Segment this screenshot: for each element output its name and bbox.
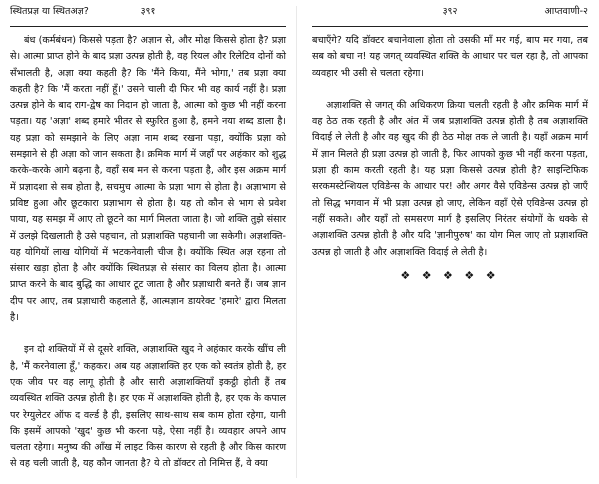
book-gutter <box>296 6 297 478</box>
left-header-rule <box>10 26 286 27</box>
left-page-header <box>10 0 286 24</box>
left-paragraph-2: इन दो शक्तियों में से दूसरे शक्ति, अज्ञाशक्ति खुद ने अहंकार करके खींच ली है, 'मैं करनेवाला हूँ,' कहकर। अब यह अज्ञाशक्ति हर एक को स्वतंत्र होती है, हर एक जीव पर वह लागू होती है और सारी अज्ञाशक्तियाँ इकट्ठी होती हैं तब व्यवस्थित शक्ति उत्पन्न होती है। हर एक में अज्ञाशक्ति होती है, हर एक के कपाल पर रेग्युलेटर ऑफ द वर्ल्ड है ही, इसलिए साथ-साथ सब काम होता रहेगा, यानी कि इसमें आपको 'खुद' कुछ भी करना पड़े, ऐसा नहीं है। व्यवहार अपने आप चलता रहेगा। मनुष्य की आँख में लाइट किस कारण से रहती है और किस कारण से वह चली जाती है, यह कौन जानता है? ये तो डॉक्टर तो निमित्त हैं, वे क्या <box>10 344 286 470</box>
right-page-number: ३९२ <box>442 6 458 17</box>
right-header-title: आप्तवाणी-२ <box>544 6 588 17</box>
left-page-number: ३९१ <box>140 6 156 17</box>
right-page-header <box>312 0 588 24</box>
left-body-text <box>10 33 286 473</box>
left-header-title: स्थितप्रज्ञ या स्थितअज्ञ? <box>10 6 89 17</box>
left-paragraph-1: बंध (कर्मबंधन) किससे पड़ता है? अज्ञान से, और मोक्ष किससे होता है? प्रज्ञा से। आत्मा प्राप्त होने के बाद प्रज्ञा उत्पन्न होती है, वह रियल और रिलेटिव दोनों को सँभालती है, अज्ञा क्या कहती है? कि 'मैंने किया, मैंने भोगा,' तब प्रज्ञा क्या कहती है? कि 'मैं करता नहीं हूँ।' उसने चाली दी फिर भी वह कार्य नहीं है। प्रज्ञा उत्पन्न होने के बाद राग-द्वेष का निदान हो जाता है, आत्मा को कुछ भी नहीं करना पड़ता। यह 'अज्ञा' शब्द हमारे भीतर से स्फुरित हुआ है, हमने नया शब्द डाला है। यह प्रज्ञा को समझाने के लिए अज्ञा नाम शब्द रखना पड़ा, क्योंकि प्रज्ञा को समझाने से ही अज्ञा को जान सकता है। क्रमिक मार्ग में जहाँ पर अहंकार को शुद्ध करके-करके आगे बढ़ना है, वहाँ सब मन से करना पड़ता है, और इस अक्रम मार्ग में प्रज्ञादशा से सब होता है, सचमुच आत्मा के प्रज्ञा भाग से होता है। अज्ञाभाग से प्रविष्ट हुआ और छूटकारा प्रज्ञाभाग से होता है। यह तो कौन से भाग से प्रवेश पाया, यह समझ में आए तो छूटने का मार्ग मिलता जाता है। जो शक्ति तुझे संसार में उलझे दिखलाती है उसे पहचान, तो प्रज्ञाशक्ति पहचानी जा सकेगी। अज्ञशक्ति-यह योगियों लाख योगियों में भटकनेवाली चीज है। क्योंकि स्थित अज्ञ रहना तो संसार खड़ा होता है और क्योंकि स्थितप्रज्ञ से संसार का विलय होता है। आत्मा प्राप्त करने के बाद बुद्धि का आधार टूट जाता है और प्रज्ञाधारी बनते हैं। जब ज्ञान दीप पर आए, तब प्रज्ञाधारी कहलाते हैं, आत्मज्ञान डायरेक्ट 'हमारे' द्वारा मिलता है। <box>10 35 286 324</box>
paragraph-gap <box>312 82 588 98</box>
left-page <box>10 0 286 484</box>
right-body-text <box>312 33 588 261</box>
paragraph-gap <box>10 326 286 342</box>
right-header-rule <box>312 26 588 27</box>
right-paragraph-1: बचाएँगे? यदि डॉक्टर बचानेवाला होता तो उसकी माँ मर गई, बाप मर गया, तब सब को बचा न! यह जगत् व्यवस्थित शक्ति के आधार पर चल रहा है, तो आपका व्यवहार भी उसी से चलता रहेगा। <box>312 35 588 79</box>
right-page <box>312 0 588 484</box>
right-paragraph-2: अज्ञाशक्ति से जगत् की अधिकरण क्रिया चलती रहती है और क्रमिक मार्ग में वह ठेठ तक रहती है और अंत में जब प्रज्ञाशक्ति उत्पन्न होती है तब अज्ञाशक्ति विदाई ले लेती है और वह खुद की ही ठेठ मोक्ष तक ले जाती है। यहाँ अक्रम मार्ग में ज्ञान मिलते ही प्रज्ञा उत्पन्न हो जाती है, फिर आपको कुछ भी नहीं करना पड़ता, प्रज्ञा ही काम करती रहती है। यह प्रज्ञा किससे उत्पन्न होती है? साइन्टिफिक सरकमस्टेन्शियल एविडेन्स के आधार पर! और अगर वैसे एविडेन्स उत्पन्न हो जाएँ तो सिद्ध भगवान में भी प्रज्ञा उत्पन्न हो जाए, लेकिन वहाँ ऐसे एविडेन्स उत्पन्न हो नहीं सकते। और यहाँ तो समसरण मार्ग है इसलिए निरंतर संयोगों के धक्के से अज्ञाशक्ति उत्पन्न होती है और यदि 'ज्ञानीपुरुष' का योग मिल जाए तो प्रज्ञाशक्ति उत्पन्न हो जाती है और अज्ञाशक्ति विदाई ले लेती है। <box>312 99 588 258</box>
section-end-ornament: ❖ ❖ ❖ ❖ ❖ <box>400 268 500 282</box>
